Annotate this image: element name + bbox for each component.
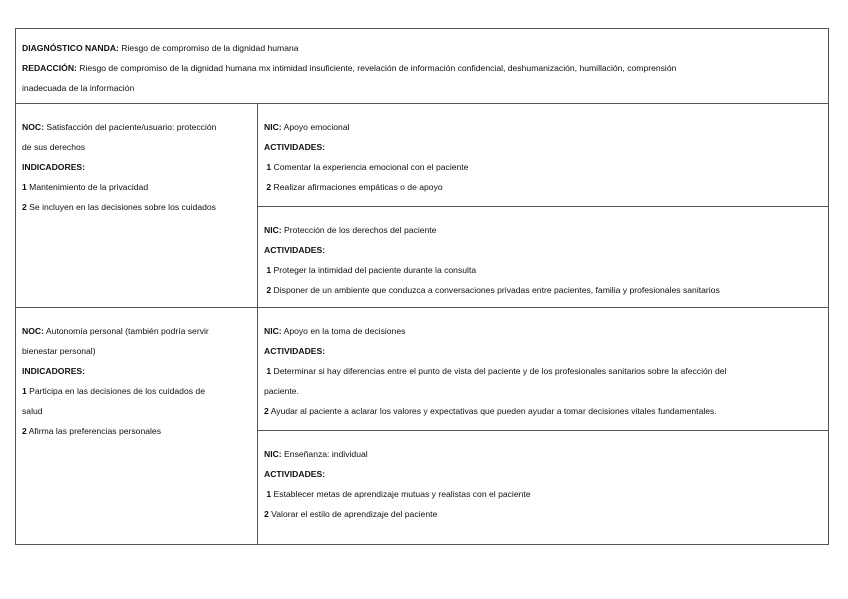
activities-label: ACTIVIDADES: bbox=[264, 142, 326, 152]
nic-text: Apoyo emocional bbox=[281, 122, 350, 132]
redaction-line-2: inadecuada de la información bbox=[22, 83, 135, 93]
nic-cell-ensenanza bbox=[258, 430, 828, 528]
indicator-1: 1 Participa en las decisiones de los cuidados de bbox=[22, 386, 205, 396]
nic-line bbox=[264, 220, 822, 240]
noc-line-2: bienestar personal) bbox=[22, 346, 96, 356]
indicator-1: 1 Mantenimiento de la privacidad bbox=[22, 182, 149, 192]
indicators-label: INDICADORES: bbox=[22, 162, 86, 172]
activity-1: 1 Comentar la experiencia emocional con el paciente bbox=[266, 162, 469, 172]
activity-2: 2 Realizar afirmaciones empáticas o de apoyo bbox=[266, 182, 443, 192]
noc-cell-2 bbox=[16, 308, 258, 544]
nic-line bbox=[264, 321, 822, 341]
diagnosis-text: Riesgo de compromiso de la dignidad humana bbox=[118, 43, 299, 53]
care-plan-table bbox=[15, 28, 829, 545]
block-1 bbox=[16, 103, 828, 307]
activity-2: 2 Disponer de un ambiente que conduzca a conversaciones privadas entre pacientes, familia y profesionales sanitarios bbox=[266, 285, 720, 295]
activity-1: 1 Determinar si hay diferencias entre el punto de vista del paciente y de los profesionales sanitarios sobre la afección del bbox=[266, 366, 727, 376]
noc-label: NOC: bbox=[22, 326, 44, 336]
noc-text: Autonomía personal (también podría servir bbox=[43, 326, 209, 336]
indicators-label: INDICADORES: bbox=[22, 366, 86, 376]
activities-label: ACTIVIDADES: bbox=[264, 346, 326, 356]
diagnosis-header bbox=[16, 29, 828, 103]
nic-cell-toma-decisiones bbox=[258, 308, 828, 430]
noc-text: Satisfacción del paciente/usuario: protección bbox=[43, 122, 217, 132]
diagnosis-label: DIAGNÓSTICO NANDA: bbox=[22, 43, 119, 53]
redaction-line bbox=[22, 58, 822, 78]
activity-1: 1 Proteger la intimidad del paciente durante la consulta bbox=[266, 265, 477, 275]
redaction-text: Riesgo de compromiso de la dignidad humana mx intimidad insuficiente, revelación de información confidencial, deshumanización, humillación, comprensión bbox=[76, 63, 677, 73]
noc-line-2: de sus derechos bbox=[22, 142, 86, 152]
nic-cell-apoyo-emocional bbox=[258, 104, 828, 206]
diagnosis-line bbox=[22, 38, 822, 58]
activities-label: ACTIVIDADES: bbox=[264, 469, 326, 479]
activities-label: ACTIVIDADES: bbox=[264, 245, 326, 255]
nic-label: NIC: bbox=[264, 225, 282, 235]
redaction-label: REDACCIÓN: bbox=[22, 63, 77, 73]
nic-label: NIC: bbox=[264, 449, 282, 459]
noc-cell-1 bbox=[16, 104, 258, 307]
nic-label: NIC: bbox=[264, 326, 282, 336]
nic-line bbox=[264, 117, 822, 137]
nic-label: NIC: bbox=[264, 122, 282, 132]
indicator-2: 2 Se incluyen en las decisiones sobre los cuidados bbox=[22, 202, 216, 212]
nic-line bbox=[264, 444, 822, 464]
activity-2: 2 Valorar el estilo de aprendizaje del paciente bbox=[264, 509, 438, 519]
noc-line bbox=[22, 321, 251, 341]
block-2 bbox=[16, 307, 828, 544]
nic-text: Enseñanza: individual bbox=[281, 449, 368, 459]
activity-2: 2 Ayudar al paciente a aclarar los valores y expectativas que pueden ayudar a tomar decisiones vitales fundamentales. bbox=[264, 406, 717, 416]
nic-cell-proteccion-derechos bbox=[258, 206, 828, 304]
noc-line bbox=[22, 117, 251, 137]
activity-1: 1 Establecer metas de aprendizaje mutuas y realistas con el paciente bbox=[266, 489, 531, 499]
activity-1-cont: paciente. bbox=[264, 386, 299, 396]
indicator-1-cont: salud bbox=[22, 406, 43, 416]
indicator-2: 2 Afirma las preferencias personales bbox=[22, 426, 162, 436]
nic-column-2 bbox=[258, 308, 828, 544]
nic-text: Apoyo en la toma de decisiones bbox=[281, 326, 406, 336]
nic-column-1 bbox=[258, 104, 828, 307]
nic-text: Protección de los derechos del paciente bbox=[281, 225, 437, 235]
noc-label: NOC: bbox=[22, 122, 44, 132]
